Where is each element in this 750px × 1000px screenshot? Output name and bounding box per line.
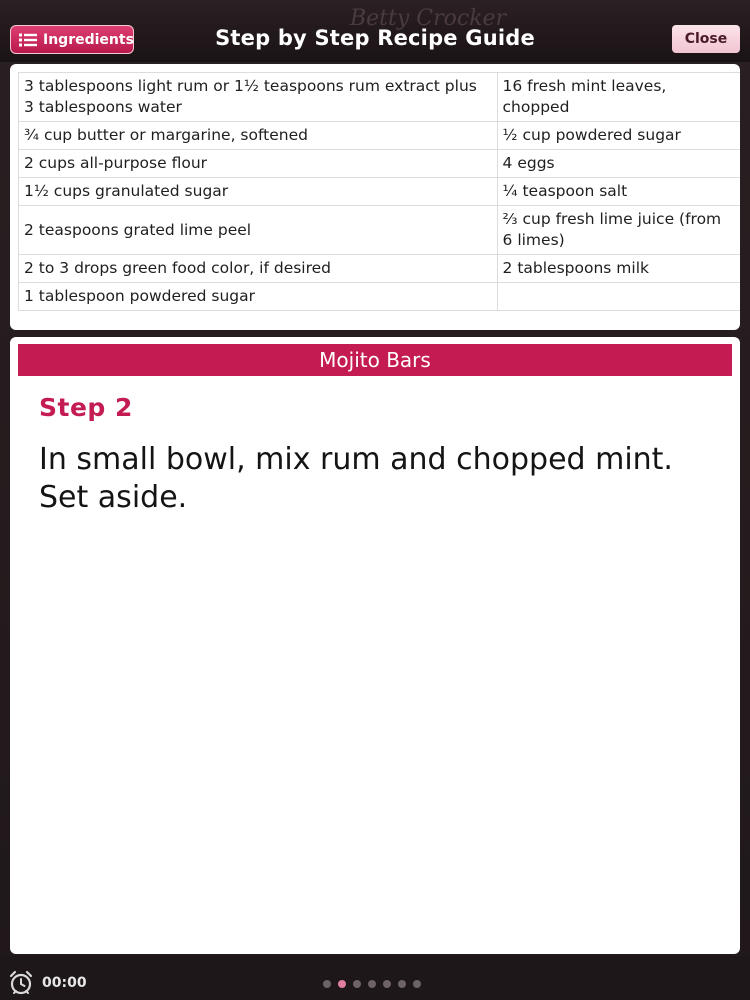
ingredients-panel (10, 64, 740, 330)
page-dot[interactable] (323, 980, 331, 988)
page-dot[interactable] (353, 980, 361, 988)
ingredient-cell: 2 teaspoons grated lime peel (19, 206, 498, 255)
timer-readout: 00:00 (42, 975, 87, 991)
step-instructions: In small bowl, mix rum and chopped mint. Set aside. (39, 442, 673, 515)
ingredient-cell: 2 cups all-purpose flour (19, 150, 498, 178)
page-dot-active[interactable] (338, 980, 346, 988)
close-button[interactable]: Close (672, 25, 740, 53)
ingredients-button[interactable] (10, 25, 134, 54)
ingredient-cell: 2 to 3 drops green food color, if desired (19, 255, 498, 283)
ingredients-button-label: Ingredients (43, 31, 134, 48)
page-title: Step by Step Recipe Guide (215, 26, 535, 50)
ingredient-row (19, 150, 741, 178)
page-dot[interactable] (368, 980, 376, 988)
bottom-bar (0, 956, 750, 1000)
ingredient-row (19, 255, 741, 283)
ingredient-row (19, 178, 741, 206)
ingredient-cell: 1½ cups granulated sugar (19, 178, 498, 206)
alarm-clock-icon (8, 970, 34, 996)
ingredient-cell: 1 tablespoon powdered sugar (19, 283, 498, 311)
ingredient-row (19, 283, 741, 311)
ingredient-cell: ¼ teaspoon salt (497, 178, 740, 206)
ingredient-cell: ½ cup powdered sugar (497, 122, 740, 150)
background-brand-logo: Betty Crocker (350, 6, 507, 31)
page-dot[interactable] (383, 980, 391, 988)
ingredient-cell: ¾ cup butter or margarine, softened (19, 122, 498, 150)
ingredients-table (18, 72, 740, 311)
ingredient-cell (497, 283, 740, 311)
list-icon (19, 33, 37, 47)
page-indicator[interactable] (323, 980, 421, 988)
page-dot[interactable] (413, 980, 421, 988)
ingredient-row (19, 206, 741, 255)
recipe-name-banner: Mojito Bars (18, 344, 732, 376)
step-title: Step 2 (39, 393, 133, 422)
ingredient-row (19, 73, 741, 122)
ingredient-cell: 4 eggs (497, 150, 740, 178)
ingredient-row (19, 122, 741, 150)
ingredient-cell: ⅔ cup fresh lime juice (from 6 limes) (497, 206, 740, 255)
step-panel (10, 337, 740, 954)
top-bar (0, 0, 750, 62)
timer-button[interactable] (8, 970, 87, 996)
ingredient-cell: 3 tablespoons light rum or 1½ teaspoons rum extract plus 3 tablespoons water (19, 73, 498, 122)
page-dot[interactable] (398, 980, 406, 988)
ingredient-cell: 2 tablespoons milk (497, 255, 740, 283)
ingredient-cell: 16 fresh mint leaves, chopped (497, 73, 740, 122)
